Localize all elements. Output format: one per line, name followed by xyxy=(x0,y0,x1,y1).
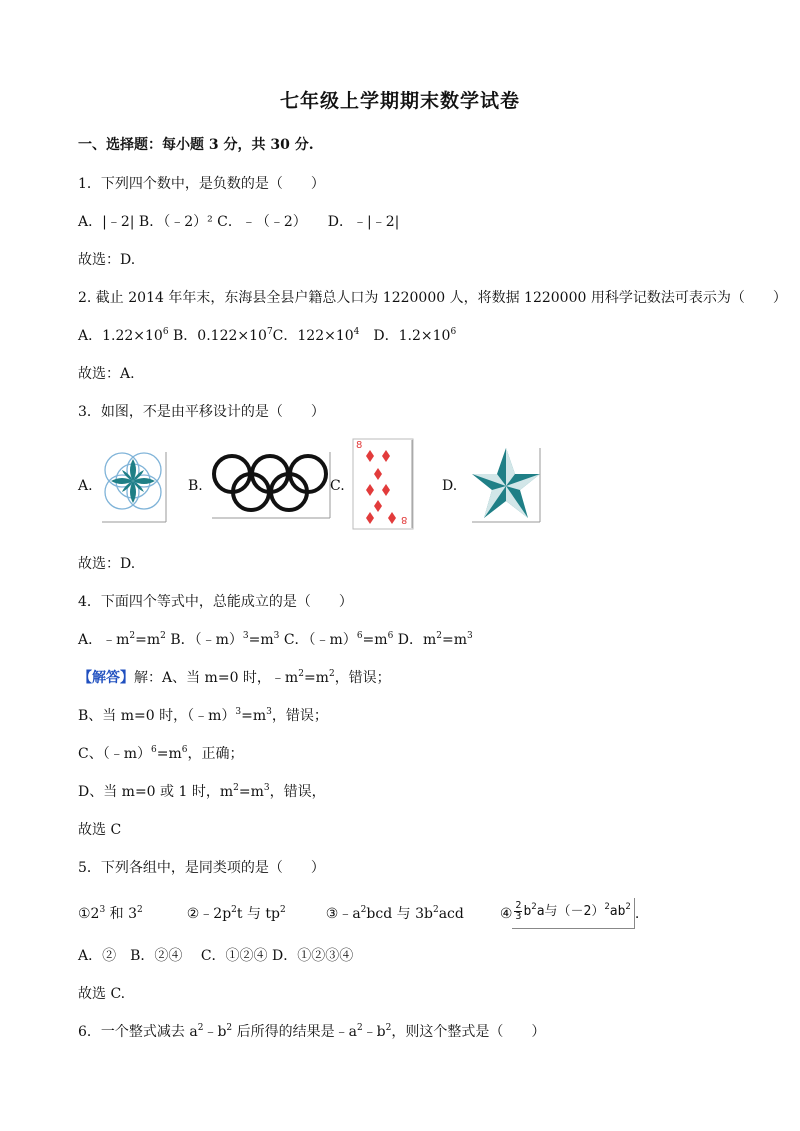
q4-opt-exp: 2 xyxy=(436,631,442,641)
q3-label-a: A. xyxy=(78,478,93,494)
q1-answer: 故选：D. xyxy=(78,252,136,268)
q4-solution-d xyxy=(78,783,326,801)
q5-stem: 5．下列各组中，是同类项的是（ ） xyxy=(78,860,325,876)
grp-exp: 2 xyxy=(360,904,367,915)
sol-part: B、当 m=0 时，（﹣m） xyxy=(78,708,236,724)
sol-exp: 3 xyxy=(235,707,242,717)
sol-exp: 6 xyxy=(181,745,188,755)
q4-solution-b xyxy=(78,707,328,725)
sol-exp: 6 xyxy=(151,745,157,755)
q6-part: 后所得的结果是﹣a xyxy=(232,1024,357,1040)
sol-part: =m xyxy=(303,670,329,686)
grp-part: acd xyxy=(438,905,464,922)
olympic-rings-figure xyxy=(208,448,332,520)
grp-part: 和 3 xyxy=(105,905,138,922)
q4-opt-part: =m xyxy=(441,632,467,648)
q6-stem xyxy=(78,1023,545,1041)
grp-exp: 3 xyxy=(99,904,106,915)
q5-group-1 xyxy=(78,906,143,922)
q2-opt-c-exp: 4 xyxy=(353,327,360,337)
q1-stem: 1．下列四个数中，是负数的是（ ） xyxy=(78,176,325,192)
card-rank-top: 8 xyxy=(356,440,363,451)
sol-part: =m xyxy=(241,708,267,724)
grp-part: ①2 xyxy=(78,905,100,922)
grp-exp: 2 xyxy=(231,904,237,915)
q3-answer: 故选：D. xyxy=(78,556,136,572)
fraction-numerator: 2 xyxy=(515,900,522,911)
sol-exp: 3 xyxy=(263,783,270,793)
solution-tag: 【解答】 xyxy=(78,670,134,686)
q2-opt-d: D．1.2×10 xyxy=(359,328,451,344)
q2-opt-b-exp: 7 xyxy=(266,327,273,337)
playing-card-figure xyxy=(352,438,414,534)
grp-part: ③﹣a xyxy=(325,905,361,922)
q4-opt-exp: 6 xyxy=(356,631,363,641)
q5-group-3 xyxy=(326,906,464,922)
fraction-denominator: 3 xyxy=(515,911,522,922)
q1-options: A．|﹣2| B．（﹣2）² C．﹣（﹣2） D．﹣|﹣2| xyxy=(78,214,400,230)
q3-label-c: C. xyxy=(330,478,345,494)
grp-part: bcd 与 3b xyxy=(366,905,433,922)
q6-exp: 2 xyxy=(356,1023,363,1033)
q4-opt-exp: 3 xyxy=(273,631,280,641)
sol-part: ，错误， xyxy=(269,784,326,800)
q4-opt-exp: 3 xyxy=(242,631,249,641)
q6-exp: 2 xyxy=(385,1023,392,1033)
q4-opt-exp: 2 xyxy=(160,631,166,641)
q6-part: ，则这个整式是（ ） xyxy=(391,1024,546,1040)
sol-exp: 2 xyxy=(233,783,239,793)
q6-part: 6．一个整式减去 a xyxy=(78,1024,198,1040)
sol-part: D、当 m=0 或 1 时，m xyxy=(78,784,234,800)
grp-exp: 2 xyxy=(531,902,537,912)
q3-label-b: B. xyxy=(188,478,203,494)
q6-exp: 2 xyxy=(197,1023,204,1033)
q4-opt-part: A．﹣m xyxy=(78,632,130,648)
sol-exp: 2 xyxy=(328,669,335,679)
q4-solution-c xyxy=(78,745,243,763)
q4-solution-a xyxy=(78,669,391,687)
page-title: 七年级上学期期末数学试卷 xyxy=(279,90,520,112)
grp-part: b xyxy=(523,904,532,919)
q4-answer: 故选 C xyxy=(78,822,122,838)
q4-opt-part: B．（﹣m） xyxy=(165,632,243,648)
q4-stem: 4．下面四个等式中，总能成立的是（ ） xyxy=(78,594,353,610)
q2-opt-a-exp: 6 xyxy=(162,327,169,337)
sol-exp: 2 xyxy=(298,669,304,679)
q5-group-2 xyxy=(187,906,286,922)
grp-part: . xyxy=(634,905,640,922)
q3-label-d: D. xyxy=(442,478,458,494)
q2-opt-c: C．122×10 xyxy=(272,328,354,344)
grp-exp: 2 xyxy=(137,904,143,915)
sol-part: =m xyxy=(238,784,264,800)
q5-groups xyxy=(78,898,639,926)
q4-opt-part: =m xyxy=(135,632,161,648)
card-rank-bottom: 8 xyxy=(401,514,408,525)
sol-part: C、（﹣m） xyxy=(78,746,151,762)
q5-options: A．② B．②④ C．①②④ D．①②③④ xyxy=(78,948,354,964)
q2-opt-b: B．0.122×10 xyxy=(168,328,267,344)
star-figure xyxy=(470,444,542,524)
q4-opt-part: C．（﹣m） xyxy=(279,632,357,648)
q3-stem: 3．如图，不是由平移设计的是（ ） xyxy=(78,404,325,420)
q2-stem: 2. 截止 2014 年年末，东海县全县户籍总人口为 1220000 人，将数据 1220000 用科学记数法可表示为（ ） xyxy=(78,290,787,306)
grp-exp: 2 xyxy=(625,902,631,912)
q4-opt-exp: 2 xyxy=(129,631,136,641)
sol-part: 解：A、当 m=0 时，﹣m xyxy=(134,670,299,686)
grp-part: a与（－2） xyxy=(536,904,605,919)
grp-part: ②﹣2p xyxy=(186,905,232,922)
section-heading: 一、选择题：每小题 3 分，共 30 分. xyxy=(78,137,314,153)
q4-opt-part: =m xyxy=(248,632,274,648)
q5-group-4-image xyxy=(512,898,634,929)
q4-opt-part: D．m xyxy=(393,632,437,648)
q6-part: ﹣b xyxy=(203,1024,227,1040)
sol-part: =m xyxy=(156,746,182,762)
q3-figures xyxy=(78,438,638,534)
grp-part: ab xyxy=(609,904,626,919)
q5-answer: 故选 C. xyxy=(78,986,126,1002)
q4-opt-part: =m xyxy=(362,632,388,648)
q4-options xyxy=(78,631,473,649)
q2-answer: 故选：A. xyxy=(78,366,135,382)
circles-pattern-figure xyxy=(98,446,168,526)
q2-opt-d-exp: 6 xyxy=(450,327,457,337)
sol-part: ，错误； xyxy=(271,708,328,724)
q6-exp: 2 xyxy=(226,1023,233,1033)
sol-exp: 3 xyxy=(266,707,272,717)
q4-opt-exp: 3 xyxy=(467,631,473,641)
grp-exp: 2 xyxy=(604,902,610,912)
q6-part: ﹣b xyxy=(362,1024,386,1040)
q2-opt-a: A．1.22×10 xyxy=(78,328,163,344)
grp-exp: 2 xyxy=(432,904,439,915)
sol-part: ，错误； xyxy=(334,670,391,686)
grp-part: ④ xyxy=(499,905,513,922)
q5-group-4 xyxy=(499,900,640,922)
fraction xyxy=(514,901,522,922)
grp-exp: 2 xyxy=(280,904,286,915)
q2-options xyxy=(78,327,456,345)
q4-opt-exp: 6 xyxy=(387,631,394,641)
grp-part: t 与 tp xyxy=(236,905,281,922)
sol-part: ，正确； xyxy=(187,746,244,762)
